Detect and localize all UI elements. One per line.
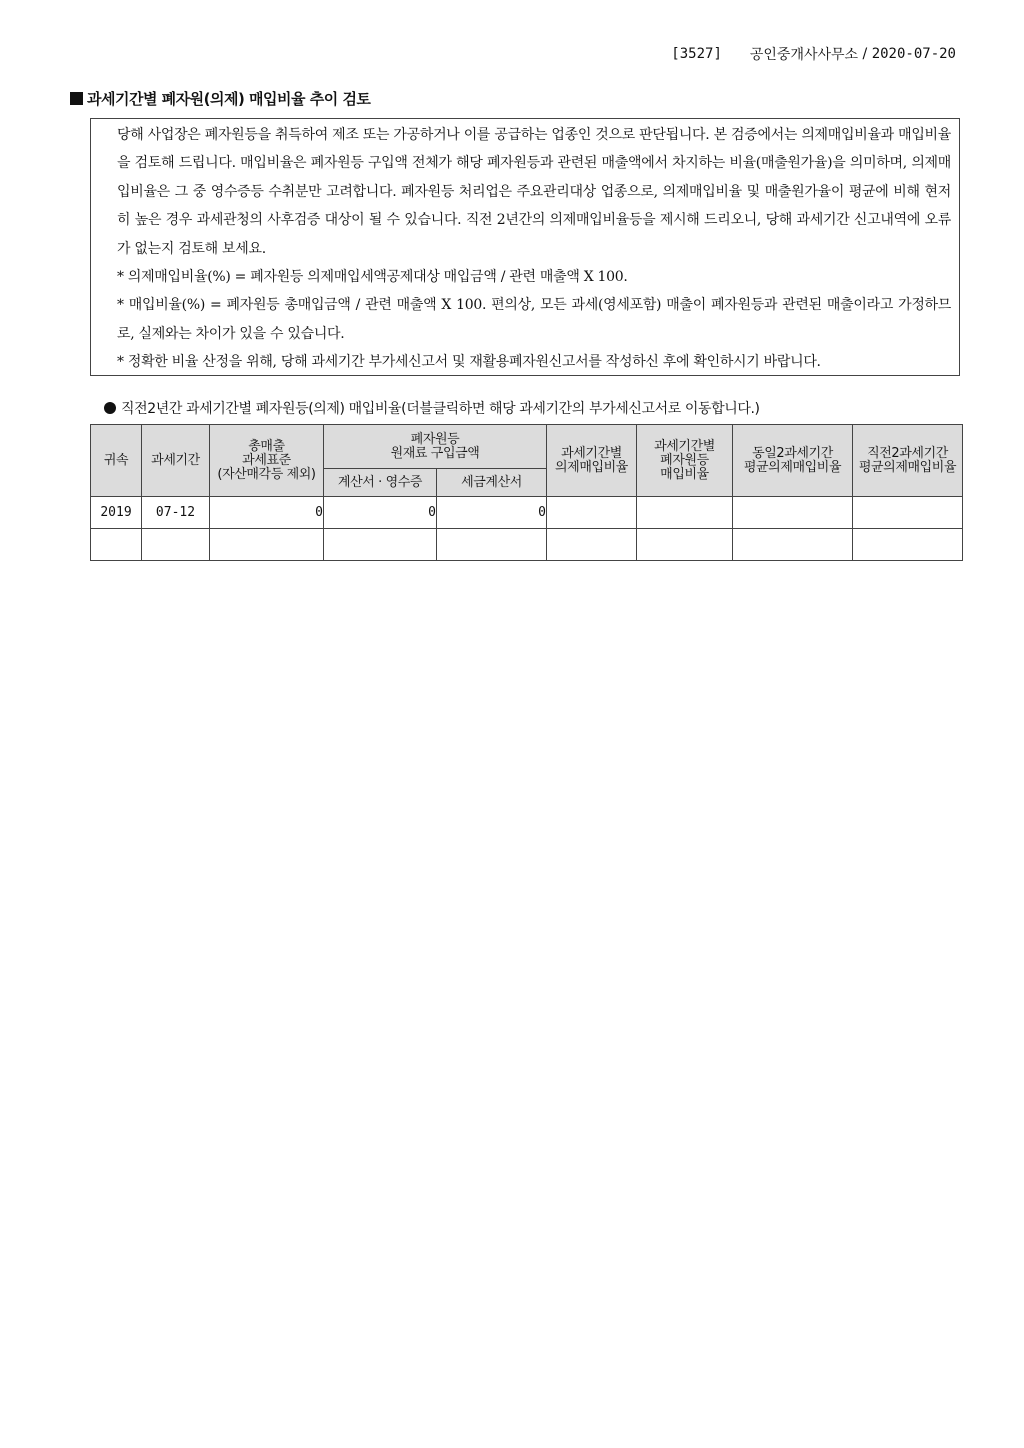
cell-receipt: 0 bbox=[324, 497, 437, 529]
cell-scrap-rate bbox=[637, 497, 733, 529]
table-row[interactable] bbox=[91, 497, 963, 529]
note-purchase-rate: * 매입비율(%) = 폐자원등 총매입금액 / 관련 매출액 X 100. 편의상, 모든 과세(영세포함) 매출이 폐자원등과 관련된 매출이라고 가정하므로, 실제와는 차이가 있을 수 있습니다. bbox=[117, 297, 951, 342]
header-scrap-rate-line3: 매입비율 bbox=[660, 466, 709, 482]
header-scrap-rate-line2: 폐자원등 bbox=[660, 452, 709, 468]
header-total-sales-line1: 총매출 bbox=[248, 438, 285, 454]
circle-bullet-icon bbox=[104, 402, 116, 414]
cell-receipt bbox=[324, 529, 437, 561]
cell-deemed-rate bbox=[547, 497, 637, 529]
header-total-sales bbox=[210, 425, 324, 497]
cell-same-avg bbox=[733, 497, 853, 529]
note-deemed-rate: * 의제매입비율(%) = 폐자원등 의제매입세액공제대상 매입금액 / 관련 매출액 X 100. bbox=[117, 269, 628, 286]
table-row[interactable] bbox=[91, 529, 963, 561]
header-tax-invoice: 세금계산서 bbox=[437, 469, 547, 497]
cell-tax-invoice bbox=[437, 529, 547, 561]
cell-period bbox=[142, 529, 210, 561]
header-same-period-avg bbox=[733, 425, 853, 497]
note-accuracy: * 정확한 비율 산정을 위해, 당해 과세기간 부가세신고서 및 재활용폐자원신고서를 작성하신 후에 확인하시기 바랍니다. bbox=[117, 354, 821, 371]
header-total-sales-line2: 과세표준 bbox=[242, 452, 291, 468]
header-year: 귀속 bbox=[91, 425, 142, 497]
cell-year bbox=[91, 529, 142, 561]
table-heading bbox=[104, 398, 760, 418]
document-code: [3527] bbox=[671, 46, 722, 62]
office-name: 공인중개사사무소 bbox=[749, 47, 859, 63]
header-scrap-purchase-line1: 폐자원등 bbox=[410, 431, 460, 447]
notice-paragraph: 당해 사업장은 폐자원등을 취득하여 제조 또는 가공하거나 이를 공급하는 업종인 것으로 판단됩니다. 본 검증에서는 의제매입비율과 매입비율을 검토해 드립니다. 매입비율은 폐자원등 구입액 전체가 해당 폐자원등과 관련된 매출액에서 차지하는 비율(매출원가율)을 의미하며, 의제매입비율은 그 중 영수증등 수취분만 고려합니다. 폐자원등 처리업은 주요관리대상 업종으로, 의제매입비율 및 매출원가율이 평균에 비해 현저히 높은 경우 과세관청의 사후검증 대상이 될 수 있습니다. 직전 2년간의 의제매입비율등을 제시해 드리오니, 당해 과세기간 신고내역에 오류가 없는지 검토해 보세요. bbox=[117, 127, 951, 257]
cell-sales: 0 bbox=[210, 497, 324, 529]
cell-sales bbox=[210, 529, 324, 561]
purchase-rate-table bbox=[90, 424, 963, 561]
header-separator: / bbox=[858, 46, 872, 62]
header-deemed-rate-line2: 의제매입비율 bbox=[555, 459, 628, 475]
header-scrap-rate bbox=[637, 425, 733, 497]
square-bullet-icon bbox=[70, 92, 83, 105]
header-scrap-rate-line1: 과세기간별 bbox=[654, 438, 715, 454]
cell-prev-avg bbox=[853, 497, 963, 529]
section-heading bbox=[70, 88, 370, 109]
header-deemed-rate bbox=[547, 425, 637, 497]
header-same-period-avg-line2: 평균의제매입비율 bbox=[743, 459, 842, 475]
section-title: 과세기간별 폐자원(의제) 매입비율 추이 검토 bbox=[87, 90, 371, 108]
header-period: 과세기간 bbox=[142, 425, 210, 497]
page-header bbox=[671, 44, 956, 64]
cell-prev-avg bbox=[853, 529, 963, 561]
cell-period: 07-12 bbox=[142, 497, 210, 529]
header-prev-period-avg bbox=[853, 425, 963, 497]
header-same-period-avg-line1: 동일2과세기간 bbox=[752, 445, 833, 461]
table-title: 직전2년간 과세기간별 폐자원등(의제) 매입비율(더블클릭하면 해당 과세기간의 부가세신고서로 이동합니다.) bbox=[121, 401, 760, 417]
header-total-sales-line3: (자산매각등 제외) bbox=[217, 466, 316, 482]
notice-box bbox=[90, 118, 960, 376]
cell-scrap-rate bbox=[637, 529, 733, 561]
header-prev-period-avg-line2: 평균의제매입비율 bbox=[858, 459, 957, 475]
header-scrap-purchase bbox=[324, 425, 547, 469]
header-deemed-rate-line1: 과세기간별 bbox=[561, 445, 622, 461]
cell-same-avg bbox=[733, 529, 853, 561]
header-scrap-purchase-line2: 원재료 구입금액 bbox=[390, 445, 480, 461]
cell-year: 2019 bbox=[91, 497, 142, 529]
header-receipt: 계산서 · 영수증 bbox=[324, 469, 437, 497]
cell-deemed-rate bbox=[547, 529, 637, 561]
document-date: 2020-07-20 bbox=[871, 46, 956, 62]
cell-tax-invoice: 0 bbox=[437, 497, 547, 529]
header-prev-period-avg-line1: 직전2과세기간 bbox=[867, 445, 948, 461]
